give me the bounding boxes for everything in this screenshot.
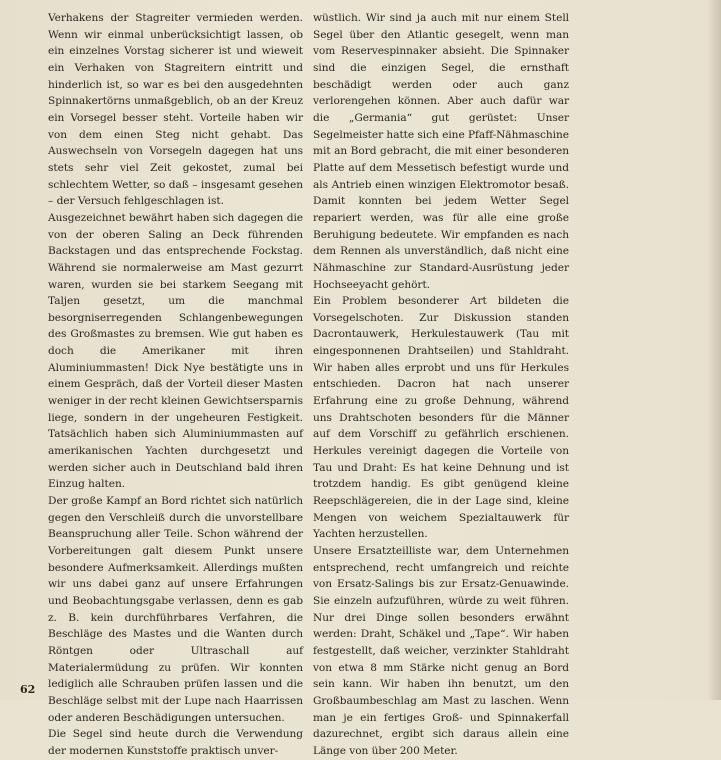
paragraph: Ausgezeichnet bewährt haben sich dagegen die von der oberen Saling an Deck führenden Backstagen und das entsprechende Fockstag. Während sie normalerweise am Mast gezurrt waren, wurden sie bei starkem Seegang mit Taljen gesetzt, um die manchmal besorgniserregenden Schlangenbewegungen des Großmastes zu bremsen. Wie gut haben es doch die Amerikaner mit ihren Aluminiummasten! Dick Nye bestätigte uns in einem Gespräch, daß der Vorteil dieser Masten weniger in der recht kleinen Gewichtsersparnis liege, sondern in der ungeheuren Festigkeit. Tatsächlich haben sich Aluminiummasten auf amerikanischen Yachten durchgesetzt und werden sicher auch in Deutschland bald ihren Einzug halten. (48, 211, 303, 491)
paragraph: wüstlich. Wir sind ja auch mit nur einem Stell Segel über den Atlantic gesegelt, wenn man vom Reservespinnaker absieht. Die Spinnaker sind die einzigen Segel, die ernsthaft beschädigt werden oder auch ganz verlorengehen können. Aber auch dafür war die „Germania“ gut gerüstet: Unser Segelmeister hatte sich eine Pfaff-Nähmaschine mit an Bord gebracht, die mit einer besonderen Platte auf dem Messetisch befestigt wurde und als Antrieb einen winzigen Elektromotor besaß. Damit konnten bei jedem Wetter Segel repariert werden, was für alle eine große Beruhigung bedeutete. Wir empfanden es nach dem Rennen als unverständlich, daß nicht eine Nähmaschine zur Standard-Ausrüstung jeder Hochseeyacht gehört. (313, 12, 569, 291)
page-edge-shadow (707, 0, 721, 700)
right-text-column (313, 10, 569, 760)
paragraph: Ein Problem besonderer Art bildeten die Vorsegelschoten. Zur Diskussion standen Dacrontauwerk, Herkulestauwerk (Tau mit eingesponnenen Drahtseilen) und Stahldraht. Wir haben alles erprobt und uns für Herkules entschieden. Dacron hat nach unserer Erfahrung eine zu große Dehnung, während uns Drahtschoten besonders für die Männer auf dem Vorschiff zu gefährlich erschienen. Herkules vereinigt dagegen die Vorteile von Tau und Draht: Es hat keine Dehnung und ist trotzdem handig. Es gibt genügend kleine Reepschlägereien, die in der Lage sind, kleine Mengen von weichem Spezialtauwerk für Yachten herzustellen. (313, 295, 569, 541)
paragraph: Die Segel sind heute durch die Verwendung der modernen Kunststoffe praktisch unver- (48, 728, 303, 757)
left-text-column (48, 10, 303, 760)
paragraph: Verhakens der Stagreiter vermieden werden. Wenn wir einmal unberücksichtigt lassen, ob ein einzelnes Vorstag sicherer ist und wieweit ein Verhaken von Stagreitern eintritt und hinderlich ist, so war es bei den ausgedehnten Spinnakertörns unmaßgeblich, ob an der Kreuz ein Vorsegel besser steht. Vorteile haben wir von dem einen Steg nicht gehabt. Das Auswechseln von Vorsegeln dagegen hat uns stets sehr viel Zeit gekostet, zumal bei schlechtem Wetter, so daß – insgesamt gesehen – der Versuch fehlgeschlagen ist. (48, 12, 303, 208)
page-number: 62 (20, 683, 36, 696)
paragraph: Unsere Ersatzteilliste war, dem Unternehmen entsprechend, recht umfangreich und reichte von Ersatz-Salings bis zur Ersatz-Genuawinde. Sie einzeln aufzuführen, würde zu weit führen. Nur drei Dinge sollen besonders erwähnt werden: Draht, Schäkel und „Tape“. Wir haben festgestellt, daß weicher, verzinkter Stahldraht von etwa 8 mm Stärke nicht genug an Bord sein kann. Wir haben ihn benutzt, um den Großbaumbeschlag am Mast zu laschen. Wenn man je ein fertiges Groß- und Spinnakerfall dazurechnet, ergibt sich daraus allein eine Länge von über 200 Meter. (313, 545, 569, 757)
paragraph: Der große Kampf an Bord richtet sich natürlich gegen den Verschleiß durch die unvorstellbare Beanspruchung aller Teile. Schon während der Vorbereitungen galt diesem Punkt unsere besondere Aufmerksamkeit. Allerdings mußten wir uns dabei ganz auf unsere Erfahrungen und Beobachtungsgabe verlassen, denn es gab z. B. kein durchführbares Verfahren, die Beschläge des Mastes und die Wanten durch Röntgen oder Ultraschall auf Materialermüdung zu prüfen. Wir konnten lediglich alle Schrauben prüfen lassen und die Beschläge selbst mit der Lupe nach Haarrissen oder anderen Beschädigungen untersuchen. (48, 495, 303, 724)
